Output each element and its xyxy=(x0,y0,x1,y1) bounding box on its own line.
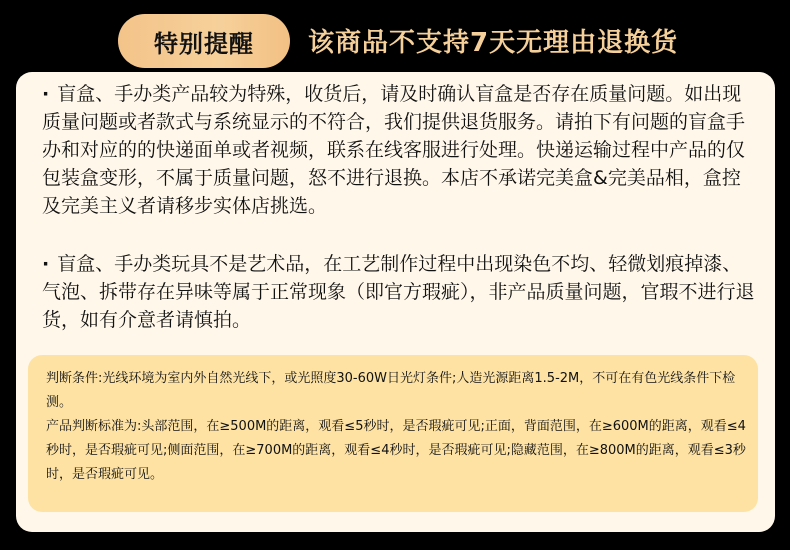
header-banner xyxy=(0,0,790,75)
inspection-criteria-box xyxy=(28,355,758,512)
bullet-icon: · xyxy=(42,83,50,105)
return-policy-headline: 该商品不支持7天无理由退换货 xyxy=(308,28,679,58)
paragraph-1-text: 盲盒、手办类产品较为特殊，收货后，请及时确认盲盒是否存在质量问题。如出现质量问题或者款式与系统显示的不符合，我们提供退货服务。请拍下有问题的盲盒手办和对应的的快递面单或者视频，联系在线客服进行处理。快递运输过程中产品的仅包装盒变形，不属于质量问题，怒不进行退换。本店不承诺完美盒&完美品相，盒控及完美主义者请移步实体店挑选。 xyxy=(42,83,746,217)
notice-badge: 特别提醒 xyxy=(118,14,290,68)
paragraph-2 xyxy=(42,250,758,334)
inspection-standard: 产品判断标准为:头部范围，在≥500M的距离，观看≤5秒时，是否瑕疵可见;正面，背面范围，在≥600M的距离，观看≤4秒时，是否瑕疵可见;侧面范围，在≥700M的距离，观看≤4秒时，是否瑕疵可见;隐藏范围，在≥800M的距离，观看≤3秒时，是否瑕疵可见。 xyxy=(46,419,746,482)
bullet-icon: · xyxy=(42,253,50,275)
inspection-condition: 判断条件:光线环境为室内外自然光线下，或光照度30-60W日光灯条件;人造光源距离1.5-2M，不可在有色光线条件下检测。 xyxy=(46,371,736,410)
paragraph-2-text: 盲盒、手办类玩具不是艺术品，在工艺制作过程中出现染色不均、轻微划痕掉漆、气泡、拆带存在异味等属于正常现象（即官方瑕疵），非产品质量问题，官瑕不进行退货，如有介意者请慎拍。 xyxy=(42,253,755,331)
paragraph-1 xyxy=(42,80,758,220)
inspection-criteria-text xyxy=(46,367,746,487)
notice-card xyxy=(16,72,775,532)
